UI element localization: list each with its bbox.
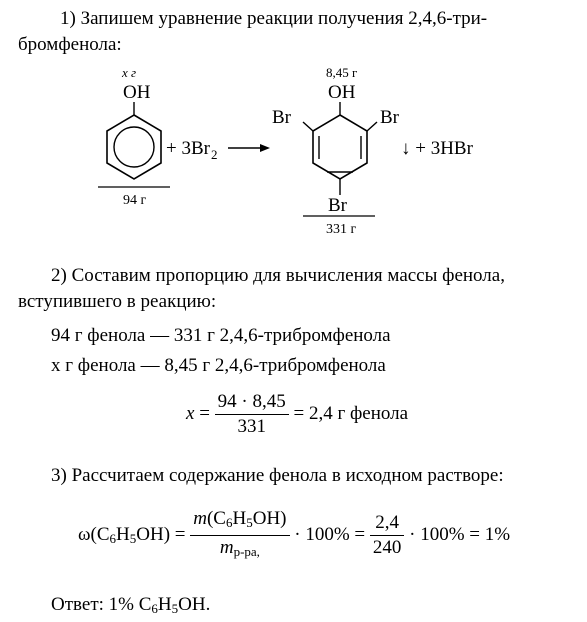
proportion-line-1: 94 г фенола — 331 г 2,4,6-трибромфенола xyxy=(51,325,391,346)
answer-line: Ответ: 1% $C_6H_5OH$. xyxy=(51,594,211,616)
eq2-times-1: · 100% = xyxy=(294,523,366,545)
eq2-fraction-2 xyxy=(370,512,405,559)
step1-line-a: 1) Запишем уравнение реакции получения 2,4,6-три- xyxy=(60,8,488,29)
step3-line: 3) Рассчитаем содержание фенола в исходном растворе: xyxy=(51,465,504,486)
product-mass-label: 8,45 г xyxy=(326,65,358,80)
eq2-denominator-2: 240 xyxy=(372,537,402,558)
eq2-denominator-1: $m_{р-ра,}$ xyxy=(219,537,260,559)
eq2-numerator-1: $m(C_6H_5OH)$ xyxy=(190,508,289,536)
step2-line-a: 2) Составим пропорцию для вычисления массы фенола, xyxy=(51,265,505,286)
eq2-lhs: $\omega(C_6H_5OH)$ = xyxy=(78,523,186,546)
product-br-bottom: Br xyxy=(328,195,347,216)
equation-mass-fraction xyxy=(78,508,510,563)
byproduct-hbr: ↓ + 3HBr xyxy=(401,138,473,159)
product-ring xyxy=(313,115,367,179)
reagent-br2-sub: 2 xyxy=(211,147,218,162)
phenol-aromatic-circle xyxy=(114,127,154,167)
phenol-ring xyxy=(107,115,161,179)
product-br-left: Br xyxy=(272,107,291,128)
step2-line-b: вступившего в реакцию: xyxy=(18,291,217,312)
phenol-molar-mass: 94 г xyxy=(123,193,147,208)
proportion-line-2: x г фенола — 8,45 г 2,4,6-трибромфенола xyxy=(51,355,386,376)
product-oh: OH xyxy=(328,82,356,103)
eq1-denominator: 331 xyxy=(237,416,266,437)
eq2-times-2: · 100% = 1% xyxy=(409,523,511,545)
product-br-bond-left xyxy=(303,122,313,131)
product-br-bond-right xyxy=(367,122,377,131)
eq1-var: x xyxy=(186,402,195,424)
eq2-numerator-2: 2,4 xyxy=(370,512,405,536)
product-br-right: Br xyxy=(380,107,399,128)
step1-line-b: бромфенола: xyxy=(18,34,122,55)
phenol-mass-label: x г xyxy=(122,65,137,80)
eq1-equals: = xyxy=(199,402,210,424)
eq1-numerator: 94 · 8,45 xyxy=(215,391,289,415)
eq1-result: = 2,4 г фенола xyxy=(293,402,409,424)
reagent-br2: + 3Br xyxy=(166,138,210,159)
reaction-arrow-head xyxy=(260,144,270,152)
eq2-fraction-1 xyxy=(190,508,289,563)
reaction-scheme xyxy=(0,60,587,255)
phenol-oh: OH xyxy=(123,82,151,103)
equation-phenol-mass xyxy=(186,391,408,438)
product-molar-mass: 331 г xyxy=(326,222,357,237)
eq1-fraction xyxy=(215,391,289,438)
